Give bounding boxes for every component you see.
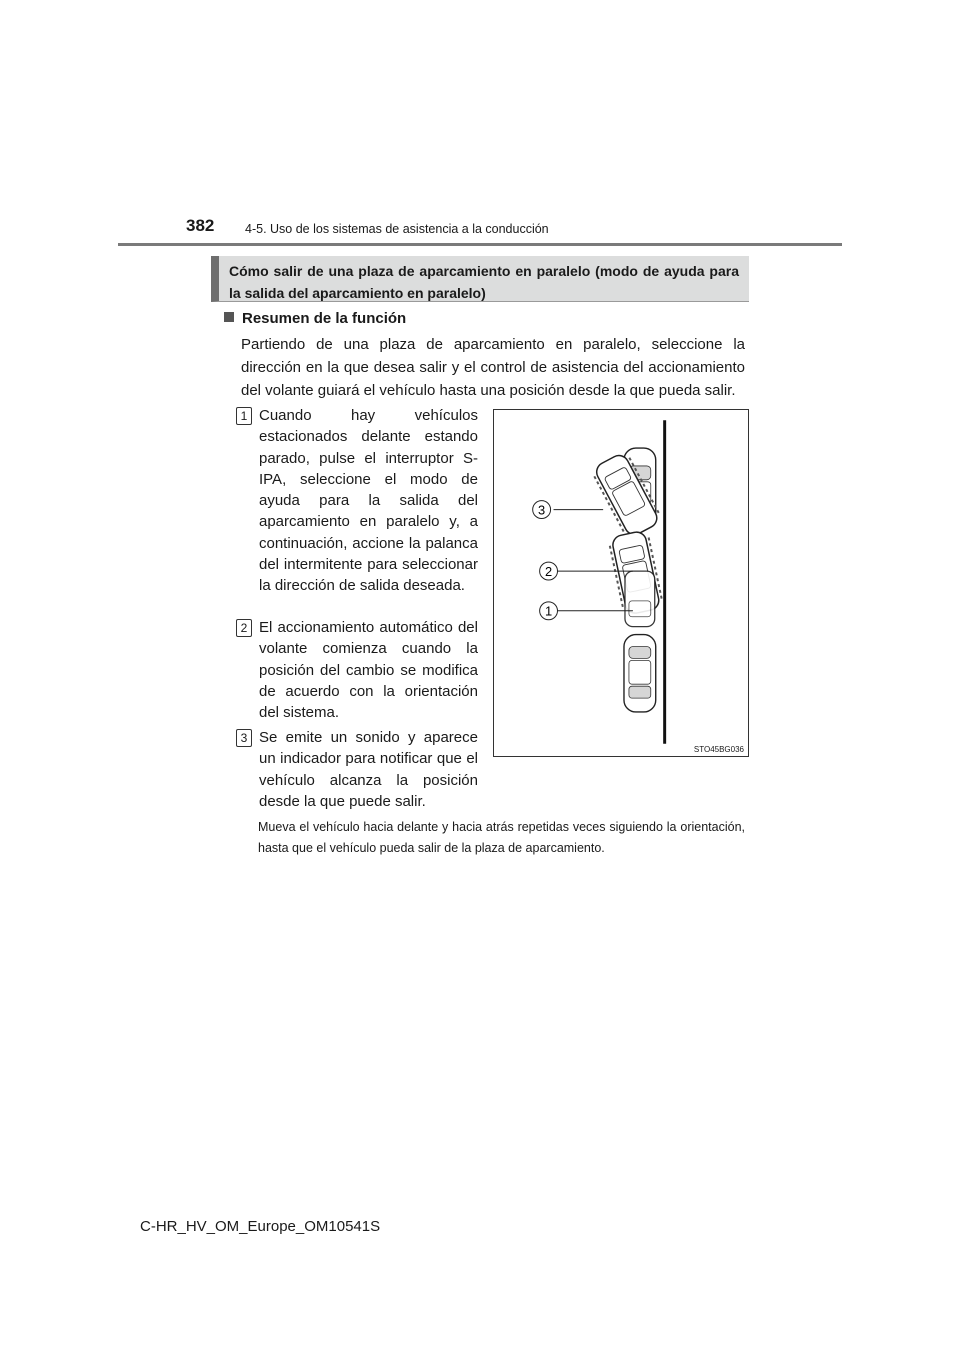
parking-diagram	[494, 410, 748, 756]
document-footer: C-HR_HV_OM_Europe_OM10541S	[140, 1218, 381, 1235]
header-divider	[118, 243, 842, 246]
parking-exit-illustration	[493, 409, 749, 757]
svg-text:2: 2	[544, 564, 553, 580]
note-paragraph: Mueva el vehículo hacia delante y hacia atrás repetidas veces siguiendo la orientación, hasta que el vehículo pueda salir de la plaza de aparcamiento.	[258, 820, 745, 855]
step-number-icon: 1	[236, 407, 252, 425]
callout-1	[540, 602, 558, 620]
svg-text:3: 3	[538, 502, 546, 518]
own-car-start-position	[625, 571, 655, 627]
square-bullet-icon	[224, 312, 234, 322]
page-number: 382	[186, 216, 215, 235]
step-text: Se emite un sonido y aparece un indicador para notificar que el vehículo alcanza la posición desde la que puede salir.	[259, 729, 478, 810]
figure-code: STO45BG036	[693, 745, 744, 754]
subheading-text: Resumen de la función	[242, 310, 407, 327]
svg-text:1: 1	[544, 603, 553, 619]
step-text: Cuando hay vehículos estacionados delante estando parado, pulse el interruptor S-IPA, seleccione el modo de ayuda para la salida del aparcamiento en paralelo y, a continuación, accione la palanca del intermitente para seleccionar la dirección de salida deseada.	[259, 407, 478, 595]
section-title: 4-5. Uso de los sistemas de asistencia a la conducción	[245, 222, 549, 236]
callout-2	[540, 562, 558, 580]
callout-3	[533, 501, 551, 519]
topic-heading: Cómo salir de una plaza de aparcamiento en paralelo (modo de ayuda para la salida del aparcamiento en paralelo)	[211, 256, 749, 302]
step-text: El accionamiento automático del volante comienza cuando la posición del cambio se modifica de acuerdo con la orientación del sistema.	[259, 619, 478, 722]
parked-car-rear	[624, 635, 656, 712]
function-summary-heading	[224, 310, 406, 327]
step-number-icon: 3	[236, 729, 252, 747]
step-number-icon: 2	[236, 619, 252, 637]
intro-paragraph: Partiendo de una plaza de aparcamiento en paralelo, seleccione la dirección en la que desea salir y el control de asistencia del accionamiento del volante guiará el vehículo hasta una posición desde la que pueda salir.	[241, 336, 745, 399]
